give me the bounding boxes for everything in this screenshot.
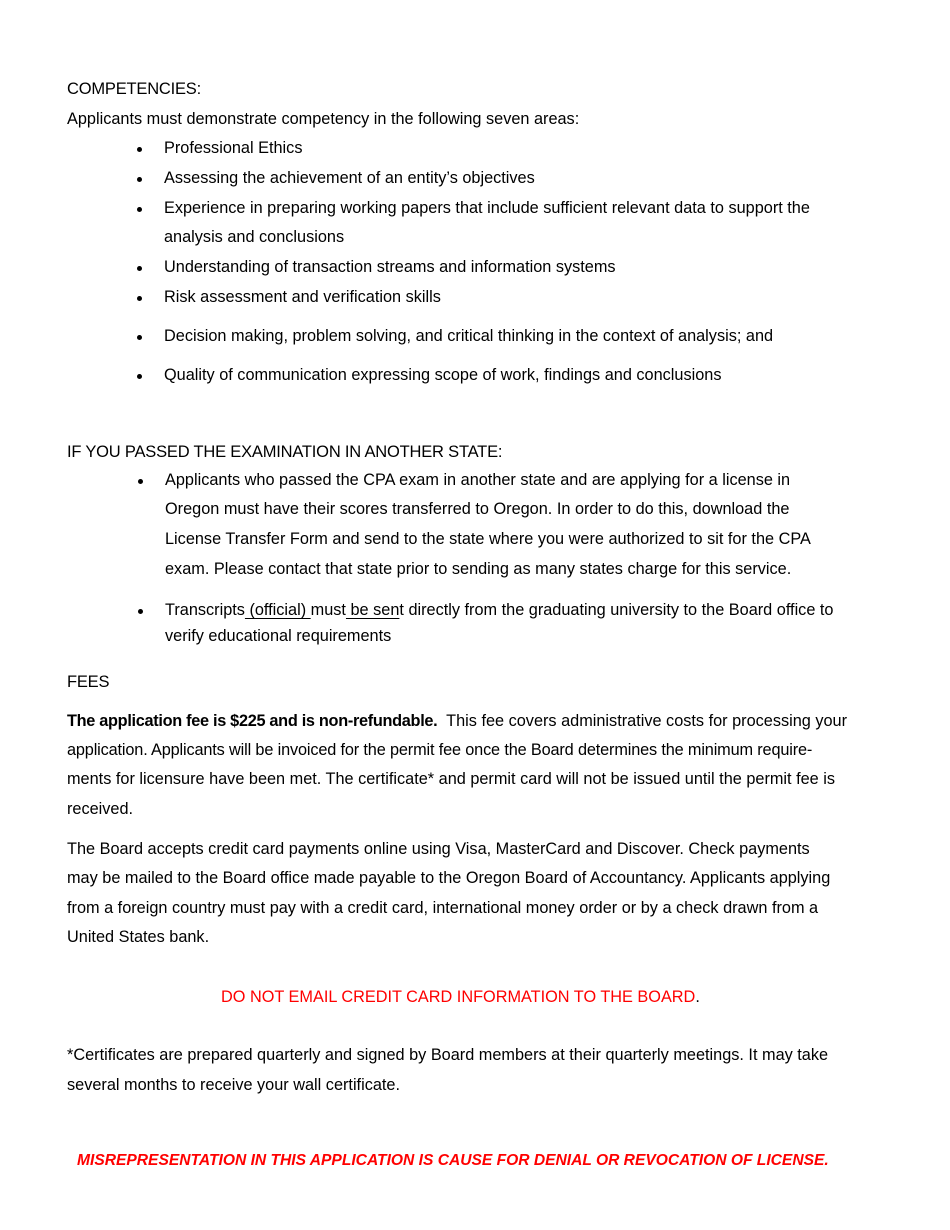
competencies-intro: Applicants must demonstrate competency in the following seven areas: xyxy=(67,110,580,128)
bullet-icon xyxy=(137,374,142,379)
payments-paragraph-line: from a foreign country must pay with a credit card, international money order or by a check drawn from a xyxy=(67,899,819,917)
list-item: Assessing the achievement of an entity’s objectives xyxy=(164,169,535,187)
fees-text: This fee covers administrative costs for processing your xyxy=(437,712,848,730)
must-text: must xyxy=(310,601,346,619)
payments-paragraph-line: The Board accepts credit card payments online using Visa, MasterCard and Discover. Check payments xyxy=(67,840,810,858)
list-item xyxy=(165,601,833,620)
another-state-heading: IF YOU PASSED THE EXAMINATION IN ANOTHER STATE: xyxy=(67,443,503,461)
warning-period: . xyxy=(695,988,700,1006)
fees-paragraph-line: ments for licensure have been met. The certificate* and permit card will not be issued until the permit fee is xyxy=(67,770,836,788)
warning-text: DO NOT EMAIL CREDIT CARD INFORMATION TO THE BOARD xyxy=(221,988,696,1006)
payments-paragraph-line: United States bank. xyxy=(67,928,210,946)
list-item-continuation: verify educational requirements xyxy=(165,627,392,645)
list-item: Risk assessment and verification skills xyxy=(164,288,441,306)
bullet-icon xyxy=(137,177,142,182)
competencies-heading: COMPETENCIES: xyxy=(67,80,202,98)
bullet-icon xyxy=(138,609,143,614)
list-item: Decision making, problem solving, and critical thinking in the context of analysis; and xyxy=(164,327,774,345)
bullet-icon xyxy=(138,479,143,484)
payments-paragraph-line: may be mailed to the Board office made payable to the Oregon Board of Accountancy. Applicants applying xyxy=(67,869,831,887)
bullet-icon xyxy=(137,207,142,212)
fees-paragraph-line: received. xyxy=(67,800,134,818)
be-sent-text: be sen xyxy=(345,601,400,619)
misrepresentation-warning: MISREPRESENTATION IN THIS APPLICATION IS CAUSE FOR DENIAL OR REVOCATION OF LICENSE. xyxy=(77,1152,829,1169)
certificate-note-line: several months to receive your wall certificate. xyxy=(67,1076,400,1094)
list-item: Professional Ethics xyxy=(164,139,303,157)
list-item: Quality of communication expressing scope of work, findings and conclusions xyxy=(164,366,722,384)
list-item-continuation: analysis and conclusions xyxy=(164,228,345,246)
list-item: Understanding of transaction streams and information systems xyxy=(164,258,616,276)
list-item: Experience in preparing working papers that include sufficient relevant data to support the xyxy=(164,199,810,217)
directly-text: t directly from the graduating university to the Board office to xyxy=(399,601,834,619)
fees-heading: FEES xyxy=(67,673,110,691)
bullet-icon xyxy=(137,335,142,340)
list-item-continuation: Oregon must have their scores transferred to Oregon. In order to do this, download the xyxy=(165,500,790,518)
fees-paragraph-line xyxy=(67,712,847,731)
list-item-continuation: License Transfer Form and send to the state where you were authorized to sit for the CPA xyxy=(165,530,811,548)
bullet-icon xyxy=(137,296,142,301)
list-item: Applicants who passed the CPA exam in another state and are applying for a license in xyxy=(165,471,791,489)
bullet-icon xyxy=(137,147,142,152)
credit-card-warning xyxy=(221,988,700,1007)
list-item-continuation: exam. Please contact that state prior to sending as many states charge for this service. xyxy=(165,560,792,578)
fees-paragraph-line: application. Applicants will be invoiced for the permit fee once the Board determines the minimum require- xyxy=(67,741,813,759)
application-fee-bold: The application fee is $225 and is non-refundable. xyxy=(67,712,438,730)
bullet-icon xyxy=(137,266,142,271)
certificate-note-line: *Certificates are prepared quarterly and signed by Board members at their quarterly meetings. It may take xyxy=(67,1046,829,1064)
transcripts-text: Transcripts xyxy=(165,601,245,619)
official-text: (official) xyxy=(244,601,311,619)
